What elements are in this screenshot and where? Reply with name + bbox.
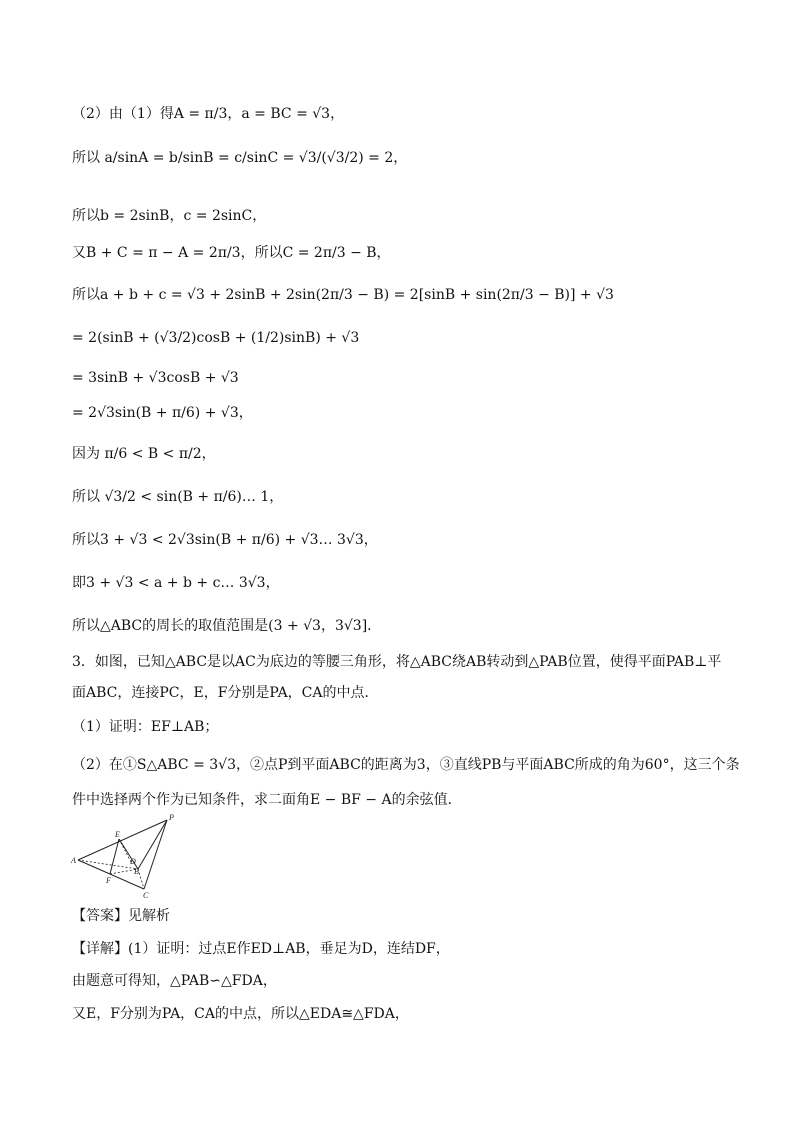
text-line-1: （2）由（1）得A = π/3，a = BC = √3， [72, 106, 345, 122]
text-line-9: 因为 π/6 < B < π/2， [72, 446, 216, 462]
figure-label-d: D [130, 857, 136, 866]
answer-line: 【答案】见解析 [72, 908, 170, 924]
text-line-6: = 2(sinB + (√3/2)cosB + (1/2)sinB) + √3 [72, 330, 360, 346]
text-line-17: （2）在①S△ABC = 3√3，②点P到平面ABC的距离为3，③直线PB与平面ABC所成的角为60°，这三个条 [72, 757, 740, 773]
text-line-3: 所以b = 2sinB，c = 2sinC， [72, 208, 267, 224]
text-line-14: 3．如图，已知△ABC是以AC为底边的等腰三角形，将△ABC绕AB转动到△PAB位置，使得平面PAB⊥平 [72, 654, 722, 670]
text-line-2: 所以 a/sinA = b/sinB = c/sinC = √3/(√3/2) = 2， [72, 150, 408, 166]
figure-label-c: C [143, 891, 149, 900]
text-line-8: = 2√3sin(B + π/6) + √3， [72, 405, 253, 421]
text-line-4: 又B + C = π − A = 2π/3，所以C = 2π/3 − B， [72, 245, 391, 261]
figure-label-b: B [134, 867, 139, 876]
text-line-12: 即3 + √3 < a + b + c… 3√3， [72, 575, 280, 591]
text-line-16: （1）证明：EF⊥AB； [72, 719, 219, 735]
text-line-21: 由题意可得知，△PAB∽△FDA， [72, 973, 277, 989]
text-line-22: 又E，F分别为PA，CA的中点，所以△EDA≅△FDA， [72, 1006, 409, 1022]
text-line-15: 面ABC，连接PC，E，F分别是PA，CA的中点． [72, 685, 379, 701]
figure-label-e: E [115, 830, 120, 839]
text-line-10: 所以 √3/2 < sin(B + π/6)… 1， [72, 489, 284, 505]
text-line-7: = 3sinB + √3cosB + √3 [72, 370, 239, 386]
figure-label-f: F [106, 876, 111, 885]
figure-label-p: P [169, 813, 174, 822]
geometry-figure [70, 812, 180, 904]
figure-label-a: A [71, 856, 76, 865]
text-line-18: 件中选择两个作为已知条件，求二面角E − BF − A的余弦值． [72, 792, 462, 808]
text-line-13: 所以△ABC的周长的取值范围是(3 + √3，3√3]． [72, 618, 382, 634]
text-line-5: 所以a + b + c = √3 + 2sinB + 2sin(2π/3 − B) = 2[sinB + sin(2π/3 − B)] + √3 [72, 287, 614, 303]
text-line-20: 【详解】(1）证明：过点E作ED⊥AB，垂足为D，连结DF， [72, 941, 450, 957]
text-line-11: 所以3 + √3 < 2√3sin(B + π/6) + √3… 3√3， [72, 532, 378, 548]
